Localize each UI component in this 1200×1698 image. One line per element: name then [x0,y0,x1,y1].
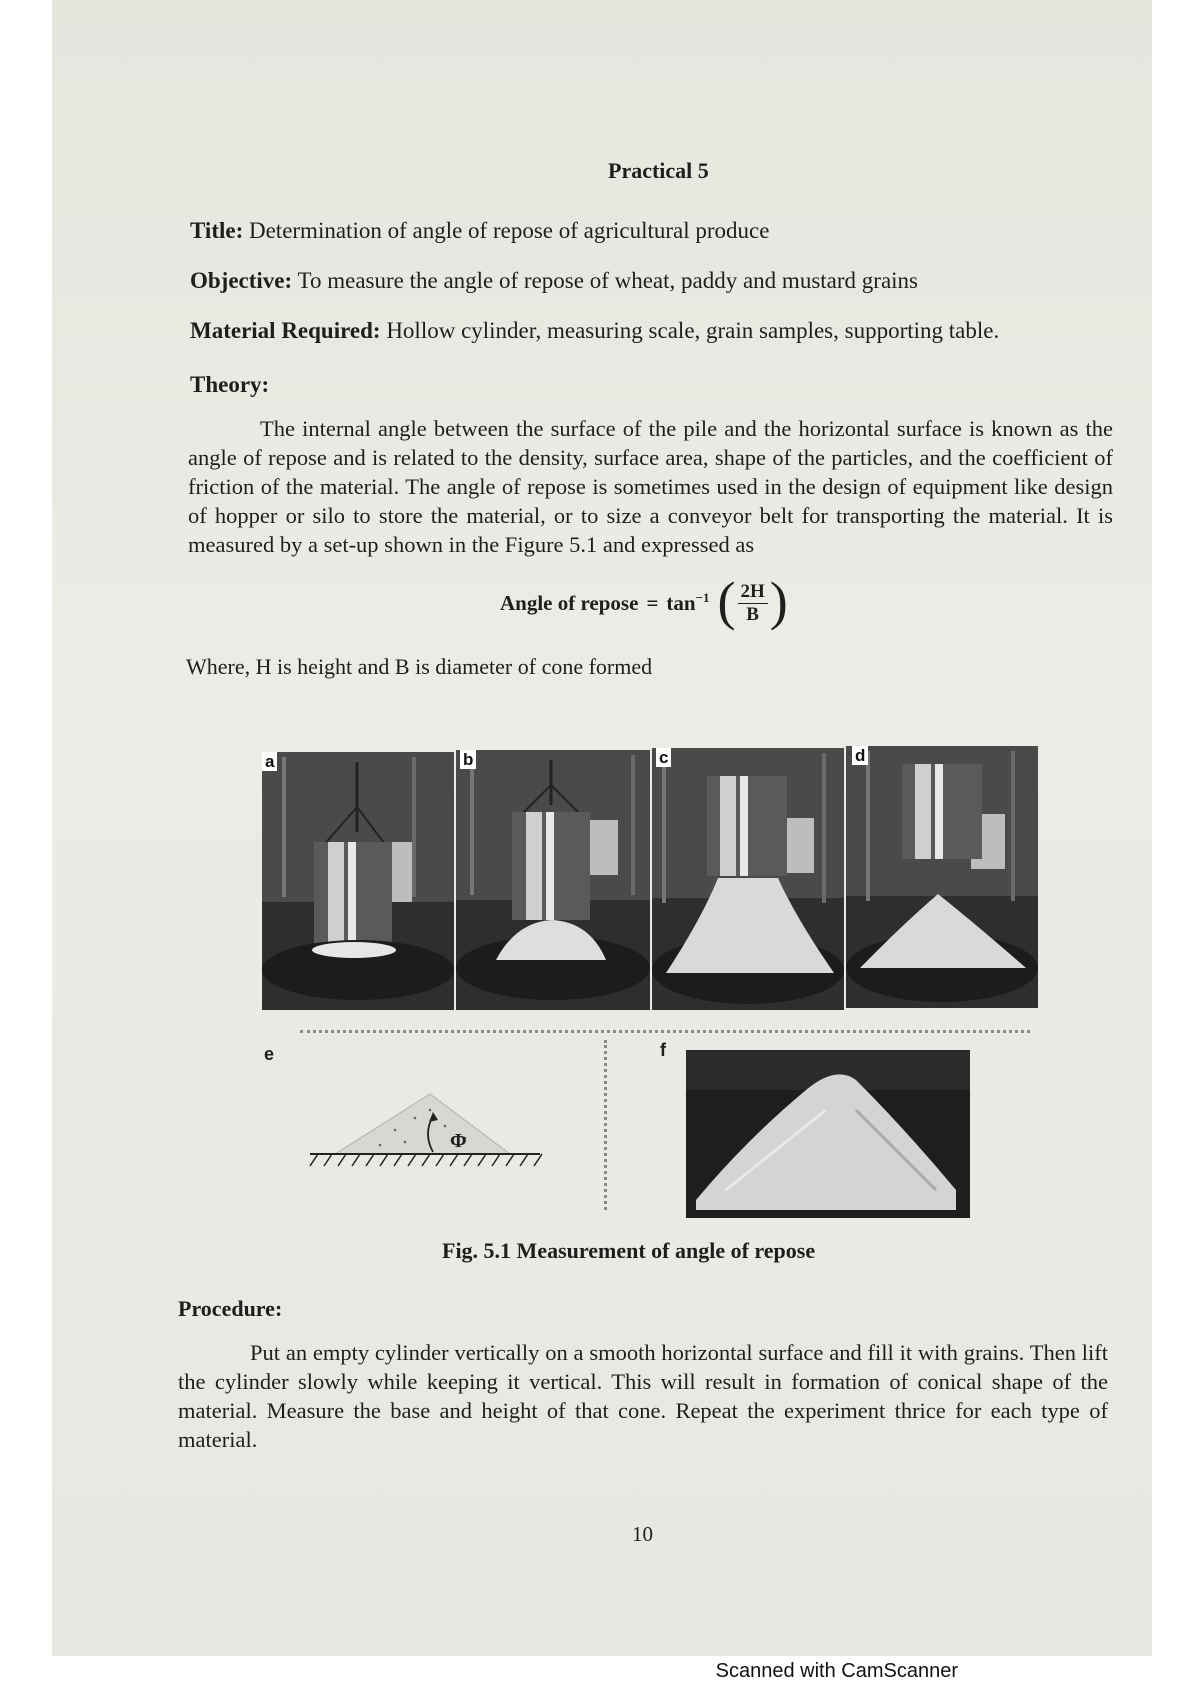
figure-divider-vertical [604,1040,607,1210]
title-line [190,218,769,244]
phi-symbol: Φ [450,1130,467,1152]
photo-panel-c [652,748,844,1010]
photo-panel-d [846,746,1038,1008]
theory-paragraph [188,414,1113,559]
panel-label-b: b [460,750,476,769]
objective-text: To measure the angle of repose of wheat, paddy and mustard grains [297,268,918,293]
panel-label-d: d [852,746,868,765]
formula-func: $\tan^{-1}$ [666,590,710,615]
objective-label: Objective: [190,268,293,293]
panel-label-a: a [262,752,277,771]
theory-heading: Theory: [190,372,270,397]
figure-caption: Fig. 5.1 Measurement of angle of repose [442,1238,816,1263]
repose-cone-diagram [305,1090,545,1180]
formula-numerator: 2H [738,581,768,604]
procedure-heading: Procedure: [178,1296,283,1321]
camscanner-watermark: Scanned with CamScanner [715,1660,958,1682]
practical-heading: Practical 5 [608,158,709,183]
formula-eq: = [646,590,659,615]
objective-line [190,268,918,294]
material-text: Hollow cylinder, measuring scale, grain samples, supporting table. [386,318,1000,343]
procedure-paragraph [178,1338,1108,1454]
where-text: Where, H is height and B is diameter of cone formed [186,654,653,679]
title-text: Determination of angle of repose of agricultural produce [248,218,770,243]
angle-of-repose-formula [500,571,788,631]
material-label: Material Required: [190,318,381,343]
panel-label-f: f [660,1040,666,1060]
formula-lhs: Angle of repose [500,590,639,615]
photo-panel-f [686,1050,970,1218]
formula-denominator: B [746,603,759,625]
material-line [190,318,999,344]
theory-text: The internal angle between the surface of the pile and the horizontal surface is known as the angle of repose and is related to the density, surface area, shape of the particles, and the coefficient of friction of the material. The angle of repose is sometimes used in the design of equipment like design of hopper or silo to store the material, or to size a conveyor belt for transporting the material. It is measured by a set-up shown in the Figure 5.1 and expressed as [188,416,1113,557]
procedure-text: Put an empty cylinder vertically on a smooth horizontal surface and fill it with grains. Then lift the cylinder slowly while keeping it vertical. This will result in formation of conical shape of the material. Measure the base and height of that cone. Repeat the experiment thrice for each type of material. [178,1340,1108,1452]
figure-divider-horizontal [300,1030,1030,1033]
panel-label-e: e [264,1044,275,1064]
page-number: 10 [632,1522,653,1546]
title-label: Title: [190,218,244,243]
formula-fraction: ( $\frac{2H}{B}$ ) [717,571,788,631]
panel-label-c: c [656,748,671,767]
photo-panel-b [456,750,650,1010]
photo-panel-a [262,752,454,1010]
